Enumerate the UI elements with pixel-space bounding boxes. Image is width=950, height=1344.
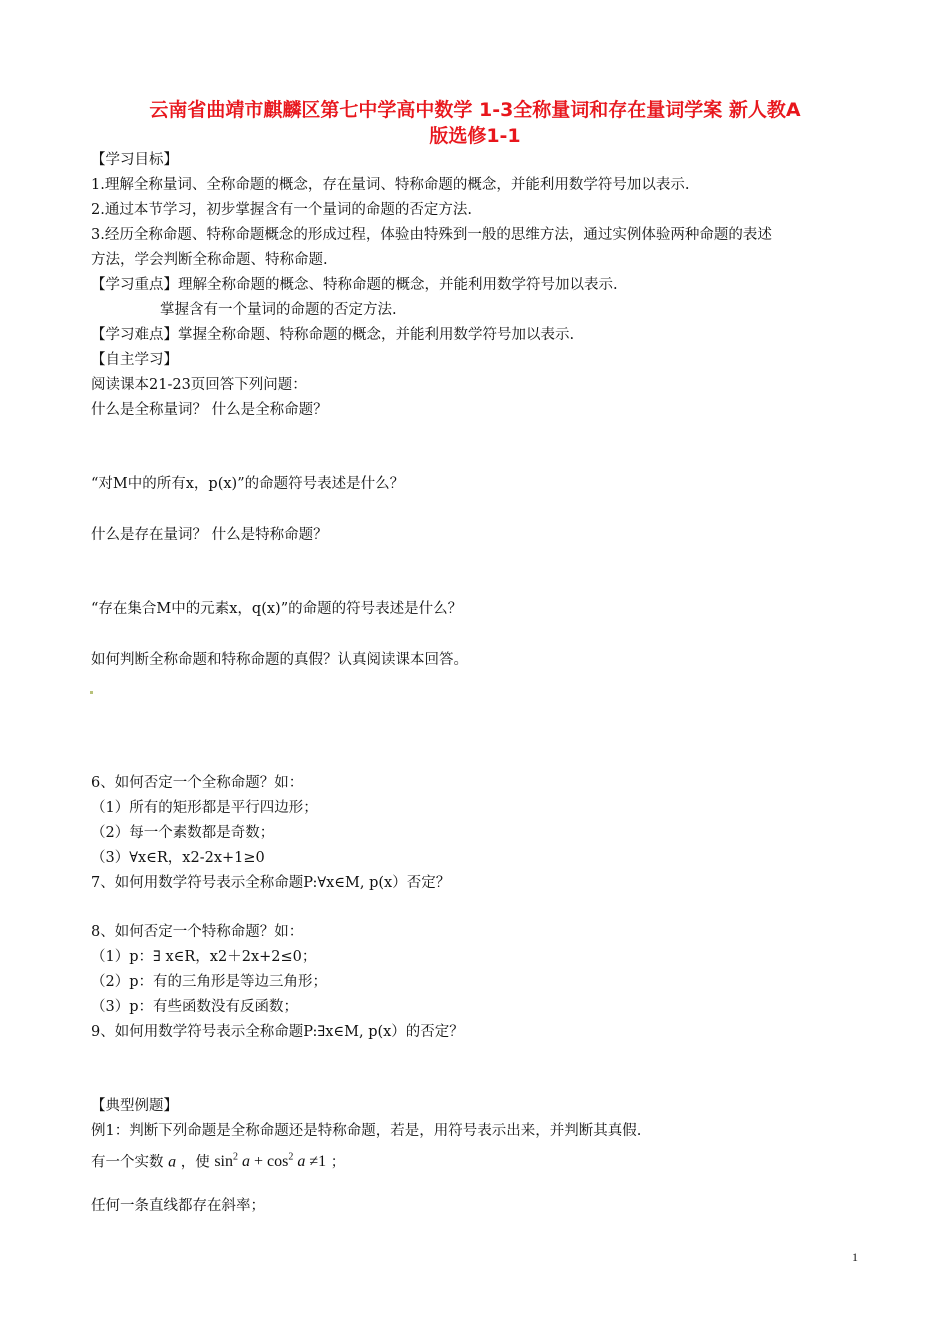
example-1: 例1：判断下列命题是全称命题还是特称命题，若是，用符号表示出来，并判断其真假.	[91, 1123, 642, 1139]
question-existential-quantifier: 什么是存在量词？ 什么是特称命题？	[91, 527, 328, 543]
question-8: 8、如何否定一个特称命题？如：	[91, 924, 304, 940]
document-title	[60, 97, 890, 149]
examples-heading: 【典型例题】	[91, 1098, 178, 1114]
question-truth-judgement: 如何判断全称命题和特称命题的真假？认真阅读课本回答。	[91, 652, 468, 668]
question-6-item-1: （1）所有的矩形都是平行四边形；	[91, 800, 318, 816]
key-points-line-2: 掌握含有一个量词的命题的否定方法.	[160, 302, 397, 318]
objectives-heading: 【学习目标】	[91, 152, 178, 168]
question-7: 7、如何用数学符号表示全称命题P:∀x∈M, p(x）否定？	[91, 875, 451, 891]
question-6: 6、如何否定一个全称命题？如：	[91, 775, 304, 791]
question-9: 9、如何用数学符号表示全称命题P:∃x∈M, p(x）的否定？	[91, 1024, 464, 1040]
difficulty-line: 【学习难点】掌握全称命题、特称命题的概念，并能利用数学符号加以表示.	[91, 327, 575, 343]
self-study-heading: 【自主学习】	[91, 352, 178, 368]
trig-expression: $\sin^2 a + \cos^2 a \ne 1$	[214, 1152, 327, 1171]
question-6-item-2: （2）每一个素数都是奇数；	[91, 825, 275, 841]
question-existential-symbol: “存在集合M中的元素x，q(x)”的命题的符号表述是什么？	[91, 601, 463, 617]
example-1-statement-b: 任何一条直线都存在斜率；	[91, 1198, 265, 1214]
objective-1: 1.理解全称量词、全称命题的概念，存在量词、特称命题的概念，并能利用数学符号加以表示.	[91, 177, 690, 193]
question-6-item-3: （3）∀x∈R，x2-2x+1≥0	[91, 850, 265, 866]
statement-a-mid: ，使	[180, 1154, 210, 1171]
self-study-intro: 阅读课本21-23页回答下列问题：	[91, 377, 307, 393]
statement-a-prefix: 有一个实数	[91, 1154, 164, 1171]
stray-mark	[90, 691, 93, 694]
question-8-item-1: （1）p：∃ x∈R，x2＋2x+2≤0；	[91, 949, 317, 965]
question-8-item-2: （2）p：有的三角形是等边三角形；	[91, 974, 328, 990]
example-1-statement-a	[91, 1148, 345, 1172]
variable-a: a	[168, 1153, 177, 1171]
title-line-1: 云南省曲靖市麒麟区第七中学高中数学 1-3全称量词和存在量词学案 新人教A	[149, 99, 801, 121]
page-number: 1	[852, 1250, 858, 1264]
objective-2: 2.通过本节学习，初步掌握含有一个量词的命题的否定方法.	[91, 202, 472, 218]
title-line-2: 版选修1-1	[429, 125, 521, 147]
question-universal-symbol: “对M中的所有x，p(x)”的命题符号表述是什么？	[91, 476, 405, 492]
question-8-item-3: （3）p：有些函数没有反函数；	[91, 999, 299, 1015]
statement-a-end: ；	[330, 1154, 346, 1171]
key-points-line-1: 【学习重点】理解全称命题的概念、特称命题的概念，并能利用数学符号加以表示.	[91, 277, 618, 293]
objective-3a: 3.经历全称命题、特称命题概念的形成过程，体验由特殊到一般的思维方法，通过实例体验两种命题的表述	[91, 227, 772, 243]
question-universal-quantifier: 什么是全称量词？ 什么是全称命题？	[91, 402, 328, 418]
objective-3b: 方法，学会判断全称命题、特称命题.	[91, 252, 328, 268]
